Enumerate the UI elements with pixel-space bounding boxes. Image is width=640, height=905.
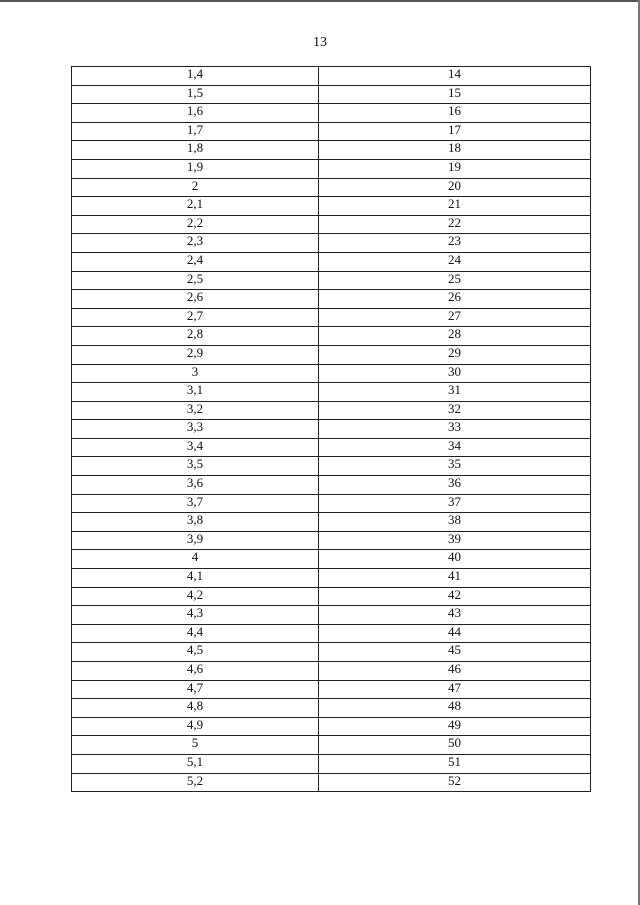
- cell-value-a: 5: [72, 736, 319, 755]
- table-row: [72, 736, 591, 755]
- cell-value-b: 19: [319, 159, 591, 178]
- table-row: [72, 290, 591, 309]
- cell-value-a: 3,5: [72, 457, 319, 476]
- cell-value-a: 1,8: [72, 141, 319, 160]
- cell-value-a: 2,3: [72, 234, 319, 253]
- cell-value-a: 4,7: [72, 680, 319, 699]
- table-row: [72, 159, 591, 178]
- cell-value-b: 50: [319, 736, 591, 755]
- cell-value-b: 18: [319, 141, 591, 160]
- table-row: [72, 401, 591, 420]
- cell-value-b: 27: [319, 308, 591, 327]
- cell-value-b: 36: [319, 476, 591, 495]
- cell-value-b: 44: [319, 624, 591, 643]
- table-body: [72, 67, 591, 792]
- cell-value-a: 2,1: [72, 197, 319, 216]
- table-row: [72, 420, 591, 439]
- cell-value-b: 15: [319, 85, 591, 104]
- cell-value-b: 41: [319, 569, 591, 588]
- table-row: [72, 513, 591, 532]
- cell-value-b: 40: [319, 550, 591, 569]
- cell-value-a: 2,9: [72, 345, 319, 364]
- cell-value-a: 1,4: [72, 67, 319, 86]
- cell-value-a: 2,4: [72, 252, 319, 271]
- cell-value-a: 4,9: [72, 717, 319, 736]
- cell-value-a: 2,5: [72, 271, 319, 290]
- cell-value-a: 1,5: [72, 85, 319, 104]
- cell-value-b: 23: [319, 234, 591, 253]
- cell-value-b: 20: [319, 178, 591, 197]
- cell-value-b: 33: [319, 420, 591, 439]
- cell-value-b: 35: [319, 457, 591, 476]
- cell-value-b: 29: [319, 345, 591, 364]
- table-row: [72, 699, 591, 718]
- table-row: [72, 457, 591, 476]
- cell-value-a: 3,7: [72, 494, 319, 513]
- table-row: [72, 67, 591, 86]
- cell-value-a: 1,9: [72, 159, 319, 178]
- table-row: [72, 680, 591, 699]
- cell-value-a: 2,2: [72, 215, 319, 234]
- top-border-line: [0, 0, 640, 2]
- cell-value-a: 3,6: [72, 476, 319, 495]
- table-row: [72, 438, 591, 457]
- cell-value-a: 2: [72, 178, 319, 197]
- cell-value-a: 4: [72, 550, 319, 569]
- table-row: [72, 717, 591, 736]
- cell-value-a: 3,1: [72, 383, 319, 402]
- page-number: 13: [313, 35, 327, 50]
- cell-value-b: 14: [319, 67, 591, 86]
- cell-value-b: 37: [319, 494, 591, 513]
- cell-value-b: 43: [319, 606, 591, 625]
- table-row: [72, 531, 591, 550]
- table-row: [72, 85, 591, 104]
- table-row: [72, 122, 591, 141]
- table-row: [72, 215, 591, 234]
- cell-value-b: 51: [319, 754, 591, 773]
- cell-value-b: 39: [319, 531, 591, 550]
- cell-value-b: 45: [319, 643, 591, 662]
- table-row: [72, 327, 591, 346]
- table-row: [72, 773, 591, 792]
- cell-value-b: 24: [319, 252, 591, 271]
- table-row: [72, 550, 591, 569]
- table-row: [72, 345, 591, 364]
- cell-value-b: 31: [319, 383, 591, 402]
- table-row: [72, 754, 591, 773]
- table-row: [72, 624, 591, 643]
- table-row: [72, 252, 591, 271]
- table-row: [72, 476, 591, 495]
- cell-value-b: 17: [319, 122, 591, 141]
- cell-value-b: 25: [319, 271, 591, 290]
- cell-value-a: 3,2: [72, 401, 319, 420]
- table-row: [72, 606, 591, 625]
- cell-value-a: 2,8: [72, 327, 319, 346]
- cell-value-b: 28: [319, 327, 591, 346]
- cell-value-b: 46: [319, 662, 591, 681]
- cell-value-b: 32: [319, 401, 591, 420]
- cell-value-a: 4,6: [72, 662, 319, 681]
- cell-value-a: 3,3: [72, 420, 319, 439]
- cell-value-a: 4,5: [72, 643, 319, 662]
- cell-value-a: 4,4: [72, 624, 319, 643]
- cell-value-a: 4,8: [72, 699, 319, 718]
- cell-value-b: 26: [319, 290, 591, 309]
- cell-value-a: 3,4: [72, 438, 319, 457]
- cell-value-b: 30: [319, 364, 591, 383]
- cell-value-a: 3,9: [72, 531, 319, 550]
- table-row: [72, 569, 591, 588]
- table-row: [72, 141, 591, 160]
- table-row: [72, 178, 591, 197]
- cell-value-a: 4,2: [72, 587, 319, 606]
- table-row: [72, 364, 591, 383]
- conversion-table: [71, 66, 591, 792]
- table-row: [72, 308, 591, 327]
- cell-value-a: 3: [72, 364, 319, 383]
- cell-value-a: 5,1: [72, 754, 319, 773]
- table-row: [72, 197, 591, 216]
- cell-value-a: 2,6: [72, 290, 319, 309]
- cell-value-a: 1,6: [72, 104, 319, 123]
- cell-value-a: 1,7: [72, 122, 319, 141]
- cell-value-a: 4,3: [72, 606, 319, 625]
- cell-value-b: 42: [319, 587, 591, 606]
- cell-value-a: 3,8: [72, 513, 319, 532]
- table-row: [72, 662, 591, 681]
- cell-value-b: 52: [319, 773, 591, 792]
- table-row: [72, 587, 591, 606]
- cell-value-b: 21: [319, 197, 591, 216]
- table-row: [72, 383, 591, 402]
- cell-value-a: 5,2: [72, 773, 319, 792]
- table-row: [72, 104, 591, 123]
- table-row: [72, 643, 591, 662]
- table-row: [72, 494, 591, 513]
- cell-value-b: 22: [319, 215, 591, 234]
- cell-value-a: 4,1: [72, 569, 319, 588]
- cell-value-b: 48: [319, 699, 591, 718]
- cell-value-b: 47: [319, 680, 591, 699]
- cell-value-b: 38: [319, 513, 591, 532]
- cell-value-b: 49: [319, 717, 591, 736]
- cell-value-b: 16: [319, 104, 591, 123]
- cell-value-b: 34: [319, 438, 591, 457]
- cell-value-a: 2,7: [72, 308, 319, 327]
- table-row: [72, 234, 591, 253]
- table-row: [72, 271, 591, 290]
